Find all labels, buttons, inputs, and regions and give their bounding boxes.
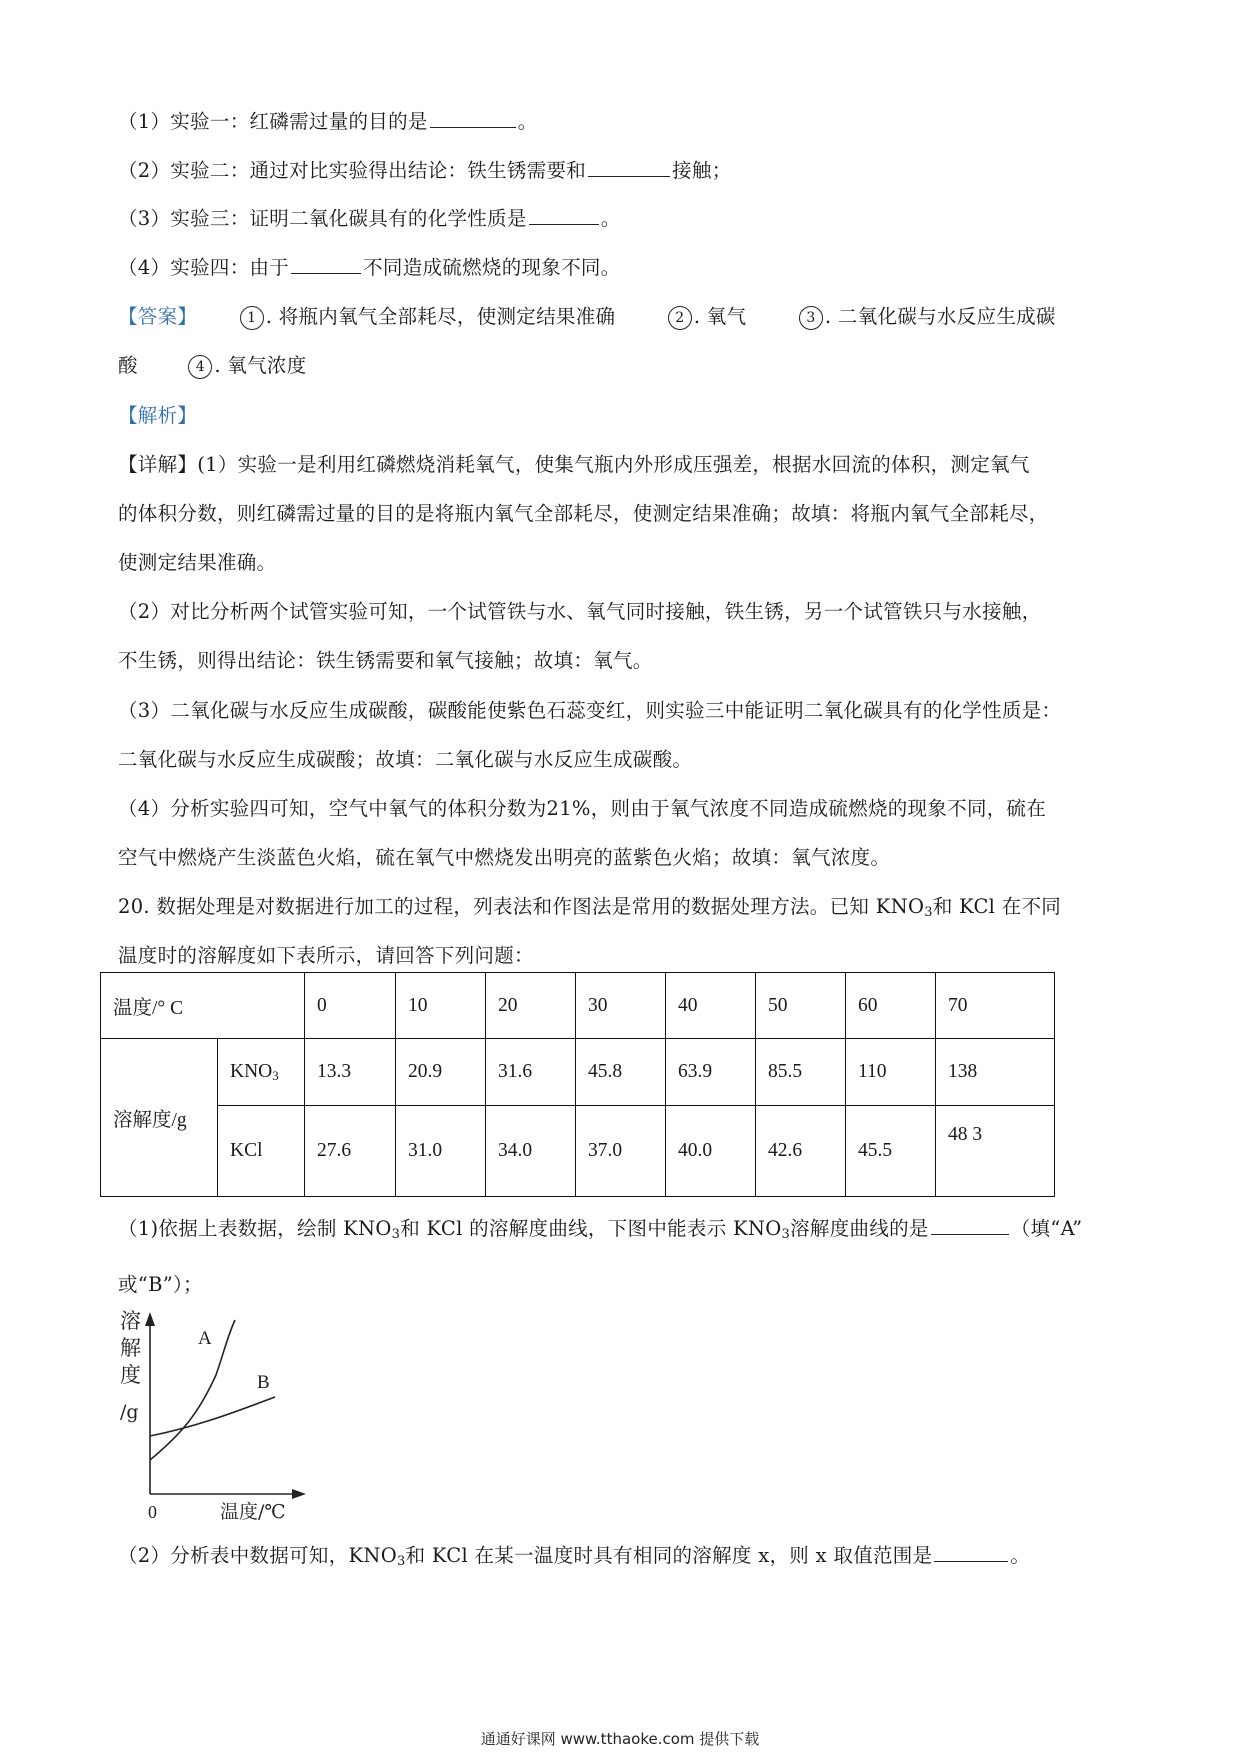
kno3-cell: 85.5 — [756, 1039, 846, 1106]
answer-blank[interactable] — [588, 175, 670, 177]
graph-origin: 0 — [148, 1502, 157, 1520]
q20-line1: 20. 数据处理是对数据进行加工的过程，列表法和作图法是常用的数据处理方法。已知 $KNO_3$和 KCl 在不同 — [118, 895, 1062, 920]
curve-a — [150, 1320, 235, 1460]
footer-text: 通通好课网 www.tthaoke.com 提供下载 — [480, 1730, 760, 1748]
answer-line-2: 酸 4 . 氧气浓度 — [118, 354, 307, 377]
sub2-line: （2）分析表中数据可知，$KNO_3$和 KCl 在某一温度时具有相同的溶解度 x，则 x 取值范围是 。 — [118, 1544, 1031, 1569]
q20-line2: 温度时的溶解度如下表所示，请回答下列问题： — [118, 944, 534, 967]
question-4: （4）实验四：由于 不同造成硫燃烧的现象不同。 — [118, 256, 621, 279]
temp-cell: 30 — [576, 973, 666, 1039]
kno3-cell: 110 — [846, 1039, 936, 1106]
solubility-curve-graph — [110, 1300, 330, 1520]
kcl-label: KCl — [218, 1106, 305, 1197]
detail-p1-line1: 【详解】(1）实验一是利用红磷燃烧消耗氧气，使集气瓶内外形成压强差，根据水回流的体积，测定氧气 — [118, 453, 1030, 476]
answer-label: 【答案】 — [118, 305, 198, 328]
x-axis-arrow — [292, 1489, 306, 1499]
kcl-cell: 48 3 — [936, 1106, 1055, 1197]
temp-cell: 20 — [486, 973, 576, 1039]
kcl-cell: 45.5 — [846, 1106, 936, 1197]
question-3: （3）实验三：证明二氧化碳具有的化学性质是 。 — [118, 207, 621, 230]
kcl-cell: 42.6 — [756, 1106, 846, 1197]
kno3-cell: 13.3 — [305, 1039, 396, 1106]
kcl-cell: 27.6 — [305, 1106, 396, 1197]
temp-cell: 40 — [666, 973, 756, 1039]
kno3-cell: 45.8 — [576, 1039, 666, 1106]
curve-b — [150, 1397, 275, 1436]
graph-ylabel: 度 — [120, 1363, 141, 1387]
detail-p1-line2: 的体积分数，则红磷需过量的目的是将瓶内氧气全部耗尽，使测定结果准确；故填：将瓶内氧气全部耗尽， — [118, 502, 1049, 525]
kcl-cell: 40.0 — [666, 1106, 756, 1197]
answer-blank[interactable] — [291, 272, 361, 274]
detail-p3-line2: 二氧化碳与水反应生成碳酸；故填：二氧化碳与水反应生成碳酸。 — [118, 748, 693, 771]
circled-number: 1 — [240, 306, 264, 330]
answer-blank[interactable] — [931, 1233, 1009, 1235]
temp-cell: 70 — [936, 973, 1055, 1039]
detail-p1-line3: 使测定结果准确。 — [118, 551, 277, 574]
detail-p2-line1: （2）对比分析两个试管实验可知，一个试管铁与水、氧气同时接触，铁生锈，另一个试管铁只与水接触， — [118, 600, 1042, 623]
solubility-header: 溶解度/g — [101, 1039, 218, 1197]
sub1-line1: （1)依据上表数据，绘制 $KNO_3$和 KCl 的溶解度曲线，下图中能表示 $KNO_3$溶解度曲线的是 （填“A” — [118, 1217, 1083, 1242]
temp-header: 温度/° C — [101, 973, 305, 1039]
question-1: （1）实验一：红磷需过量的目的是 。 — [118, 110, 538, 133]
answer-blank[interactable] — [529, 223, 599, 225]
circled-number: 2 — [668, 306, 692, 330]
kno3-cell: 20.9 — [396, 1039, 486, 1106]
graph-ylabel: 溶 — [120, 1309, 141, 1333]
temp-cell: 10 — [396, 973, 486, 1039]
temp-cell: 50 — [756, 973, 846, 1039]
kno3-label: $KNO_3$ — [218, 1039, 305, 1106]
circled-number: 3 — [799, 306, 823, 330]
detail-p4-line1: （4）分析实验四可知，空气中氧气的体积分数为21%，则由于氧气浓度不同造成硫燃烧的现象不同，硫在 — [118, 797, 1047, 820]
solubility-table — [100, 972, 1055, 1197]
kcl-cell: 37.0 — [576, 1106, 666, 1197]
answer-blank[interactable] — [934, 1560, 1008, 1562]
curve-a-label: A — [198, 1328, 212, 1349]
y-axis-arrow — [145, 1312, 155, 1326]
analysis-label: 【解析】 — [118, 404, 198, 427]
detail-p3-line1: （3）二氧化碳与水反应生成碳酸，碳酸能使紫色石蕊变红，则实验三中能证明二氧化碳具有的化学性质是： — [118, 699, 1062, 722]
graph-ylabel: /g — [120, 1401, 139, 1423]
graph-xlabel: 温度/℃ — [220, 1501, 286, 1520]
question-2: （2）实验二：通过对比实验得出结论：铁生锈需要和 接触； — [118, 159, 732, 182]
curve-b-label: B — [257, 1372, 270, 1393]
temp-cell: 60 — [846, 973, 936, 1039]
detail-p4-line2: 空气中燃烧产生淡蓝色火焰，硫在氧气中燃烧发出明亮的蓝紫色火焰；故填：氧气浓度。 — [118, 846, 891, 869]
kno3-cell: 31.6 — [486, 1039, 576, 1106]
kno3-cell: 138 — [936, 1039, 1055, 1106]
circled-number: 4 — [188, 355, 212, 379]
kno3-cell: 63.9 — [666, 1039, 756, 1106]
detail-p2-line2: 不生锈，则得出结论：铁生锈需要和氧气接触；故填：氧气。 — [118, 649, 653, 672]
answer-line: 【答案】 1 . 将瓶内氧气全部耗尽，使测定结果准确 2 . 氧气 3 . 二氧化碳与水反应生成碳 — [118, 305, 1056, 328]
answer-blank[interactable] — [430, 126, 516, 128]
kcl-cell: 31.0 — [396, 1106, 486, 1197]
sub1-line2: 或“B”）； — [118, 1273, 203, 1296]
graph-ylabel: 解 — [120, 1336, 141, 1360]
kcl-cell: 34.0 — [486, 1106, 576, 1197]
temp-cell: 0 — [305, 973, 396, 1039]
